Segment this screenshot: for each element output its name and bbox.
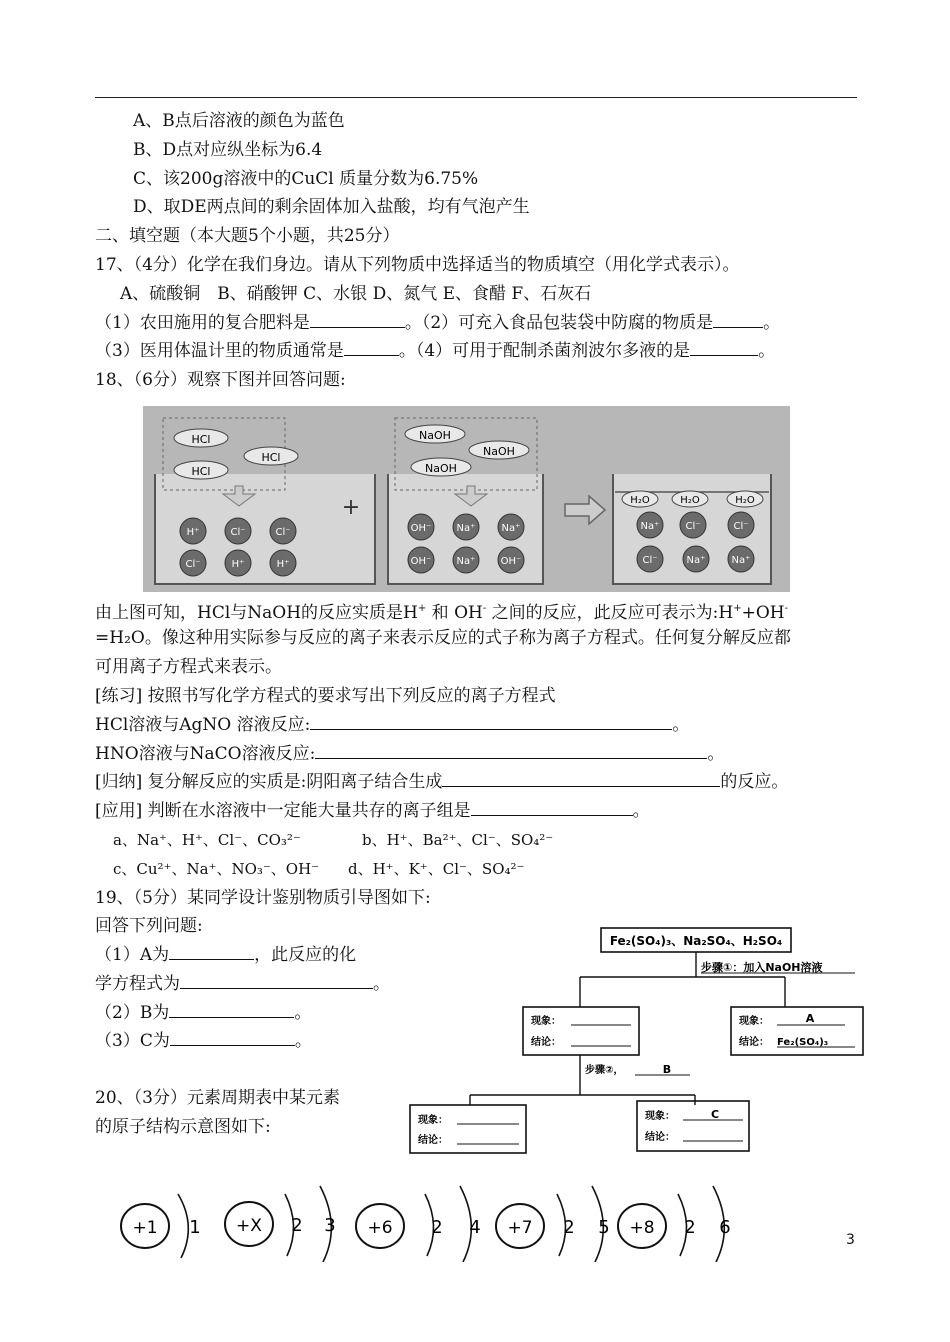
fig-ion-cl-5: Cl⁻	[733, 521, 749, 532]
fig-hcl-1: HCl	[191, 433, 211, 446]
fig-plus: +	[341, 495, 361, 520]
fig-hcl-3: HCl	[191, 465, 211, 478]
flow-phenomenon-2: 现象：	[739, 1016, 769, 1027]
fig-ion-h-1: H⁺	[186, 527, 200, 538]
fig-h2o-3: H₂O	[735, 495, 755, 506]
q18-option-b: b、H⁺、Ba²⁺、Cl⁻、SO₄²⁻	[362, 831, 554, 849]
flow-mark-c: C	[710, 1108, 720, 1121]
page-number: 3	[846, 1232, 855, 1248]
fig-ion-na-6: Na⁺	[731, 555, 751, 566]
fig-ion-na-3: Na⁺	[456, 556, 476, 567]
q19-blank-a[interactable]	[169, 944, 254, 960]
q16-option-b: B、D点对应纵坐标为6.4	[133, 140, 323, 160]
q18-para-line3: 可用离子方程式来表示。	[95, 657, 282, 677]
fig-ion-na-5: Na⁺	[686, 555, 706, 566]
q16-option-c: C、该200g溶液中的CuCl 质量分数为6.75%	[133, 169, 479, 189]
q17-blank-2[interactable]	[713, 312, 763, 328]
q20-line2: 的原子结构示意图如下:	[95, 1117, 271, 1137]
atom-5-shell-2: 6	[719, 1217, 731, 1238]
flow-conclusion-3: 结论：	[418, 1135, 448, 1146]
q19-stem: 19、（5分）某同学设计鉴别物质引导图如下:	[95, 888, 431, 908]
q18-blank-4[interactable]	[471, 800, 633, 816]
fig-ion-oh-1: OH⁻	[410, 523, 432, 534]
q18-blank-3[interactable]	[442, 771, 720, 787]
fig-hcl-2: HCl	[261, 451, 281, 464]
atom-3-shell-1: 2	[431, 1217, 443, 1238]
q17-blank-3[interactable]	[344, 340, 399, 356]
fig-ion-cl-6: Cl⁻	[642, 555, 658, 566]
fig-ion-cl-2: Cl⁻	[275, 527, 291, 538]
atom-2-nucleus: +X	[236, 1216, 262, 1236]
fig-ion-na-1: Na⁺	[456, 523, 476, 534]
q19-answer-a-line1: （1）A为 ，此反应的化	[95, 945, 357, 965]
atom-5-nucleus: +8	[629, 1218, 655, 1238]
q19-answer-b: （2）B为 。	[95, 1003, 312, 1023]
q19-blank-b[interactable]	[169, 1002, 294, 1018]
q19-answer-a-line2: 学方程式为 。	[95, 974, 390, 994]
q18-reaction-2: HNO溶液与NaCO溶液反应: 。	[95, 744, 725, 764]
flow-step2: 步骤②，	[585, 1065, 624, 1076]
flow-fe-conclusion: Fe₂(SO₄)₃	[777, 1037, 829, 1048]
q17-blank-4[interactable]	[690, 340, 758, 356]
fig-naoh-1: NaOH	[419, 429, 451, 442]
flow-mark-a: A	[805, 1012, 815, 1025]
fig-ion-h-3: H⁺	[276, 559, 290, 570]
q17-line1: （1）农田施用的复合肥料是 。（2）可充入食品包装袋中防腐的物质是 。	[95, 313, 781, 333]
q18-option-a: a、Na⁺、H⁺、Cl⁻、CO₃²⁻	[113, 831, 301, 849]
flow-phenomenon-1: 现象：	[531, 1016, 561, 1027]
q18-stem: 18、（6分）观察下图并回答问题:	[95, 370, 346, 390]
q17-stem: 17、（4分）化学在我们身边。请从下列物质中选择适当的物质填空（用化学式表示）。	[95, 255, 740, 275]
atom-2-shell-2: 3	[324, 1215, 336, 1236]
identification-flowchart	[405, 925, 867, 1165]
q18-application: [应用] 判断在水溶液中一定能大量共存的离子组是 。	[95, 801, 650, 821]
atomic-structure-diagrams	[115, 1182, 775, 1262]
flow-conclusion-2: 结论：	[739, 1037, 769, 1048]
ion-reaction-figure	[143, 406, 790, 592]
q18-option-d: d、H⁺、K⁺、Cl⁻、SO₄²⁻	[348, 860, 525, 878]
q18-option-c: c、Cu²⁺、Na⁺、NO₃⁻、OH⁻	[113, 860, 320, 878]
fig-naoh-2: NaOH	[483, 445, 515, 458]
atom-2-shell-1: 2	[291, 1215, 303, 1236]
flow-conclusion-1: 结论：	[531, 1037, 561, 1048]
flow-phenomenon-4: 现象：	[645, 1111, 675, 1122]
q19-blank-c[interactable]	[170, 1030, 295, 1046]
q18-practice: [练习] 按照书写化学方程式的要求写出下列反应的离子方程式	[95, 686, 556, 706]
q18-summary: [归纳] 复分解反应的实质是:阴阳离子结合生成 的反应。	[95, 772, 789, 792]
q17-line2: （3）医用体温计里的物质通常是 。（4）可用于配制杀菌剂波尔多液的是 。	[95, 341, 776, 361]
q18-blank-1[interactable]	[310, 714, 672, 730]
section-title: 二、填空题（本大题5个小题，共25分）	[95, 226, 400, 246]
q20-line1: 20、（3分）元素周期表中某元素	[95, 1088, 340, 1108]
fig-ion-oh-2: OH⁻	[410, 556, 432, 567]
flow-mark-b: B	[662, 1063, 672, 1076]
atom-1-shell-1: 1	[189, 1217, 201, 1238]
flow-top-substances: Fe₂(SO₄)₃、Na₂SO₄、H₂SO₄	[609, 934, 783, 948]
fig-ion-na-2: Na⁺	[501, 523, 521, 534]
atom-5-shell-1: 2	[684, 1217, 696, 1238]
atom-4-nucleus: +7	[507, 1218, 533, 1238]
q18-para-line1: 由上图可知，HCl与NaOH的反应实质是H+ 和 OH- 之间的反应，此反应可表示为:H++OH-	[95, 603, 788, 623]
fig-ion-cl-4: Cl⁻	[685, 521, 701, 532]
fig-ion-h-2: H⁺	[231, 559, 245, 570]
q16-option-a: A、B点后溶液的颜色为蓝色	[133, 111, 345, 131]
q19-blank-eq[interactable]	[180, 973, 373, 989]
fig-naoh-3: NaOH	[425, 462, 457, 475]
flow-phenomenon-3: 现象：	[418, 1115, 448, 1126]
q16-option-d: D、取DE两点间的剩余固体加入盐酸，均有气泡产生	[133, 197, 530, 217]
flow-conclusion-4: 结论：	[645, 1132, 675, 1143]
atom-3-shell-2: 4	[469, 1217, 481, 1238]
q18-reaction-1: HCl溶液与AgNO 溶液反应: 。	[95, 715, 690, 735]
fig-ion-na-4: Na⁺	[640, 521, 660, 532]
flow-step1: 步骤①：加入NaOH溶液	[701, 961, 823, 974]
atom-4-shell-2: 5	[598, 1217, 610, 1238]
fig-h2o-1: H₂O	[630, 495, 650, 506]
fig-h2o-2: H₂O	[680, 495, 700, 506]
atom-1-nucleus: +1	[132, 1218, 158, 1238]
fig-ion-oh-3: OH⁻	[500, 556, 522, 567]
q18-para-line2: =H₂O。像这种用实际参与反应的离子来表示反应的式子称为离子方程式。任何复分解反应都	[95, 628, 791, 648]
q17-blank-1[interactable]	[310, 312, 405, 328]
q19-answer-c: （3）C为 。	[95, 1031, 312, 1051]
q18-blank-2[interactable]	[315, 743, 707, 759]
q17-choices: A、硫酸铜 B、硝酸钾 C、水银 D、氮气 E、食醋 F、石灰石	[120, 284, 592, 304]
header-rule	[95, 97, 857, 98]
fig-ion-cl-3: Cl⁻	[185, 559, 201, 570]
q19-ask: 回答下列问题:	[95, 916, 203, 936]
fig-ion-cl-1: Cl⁻	[230, 527, 246, 538]
atom-4-shell-1: 2	[563, 1217, 575, 1238]
atom-3-nucleus: +6	[367, 1218, 393, 1238]
